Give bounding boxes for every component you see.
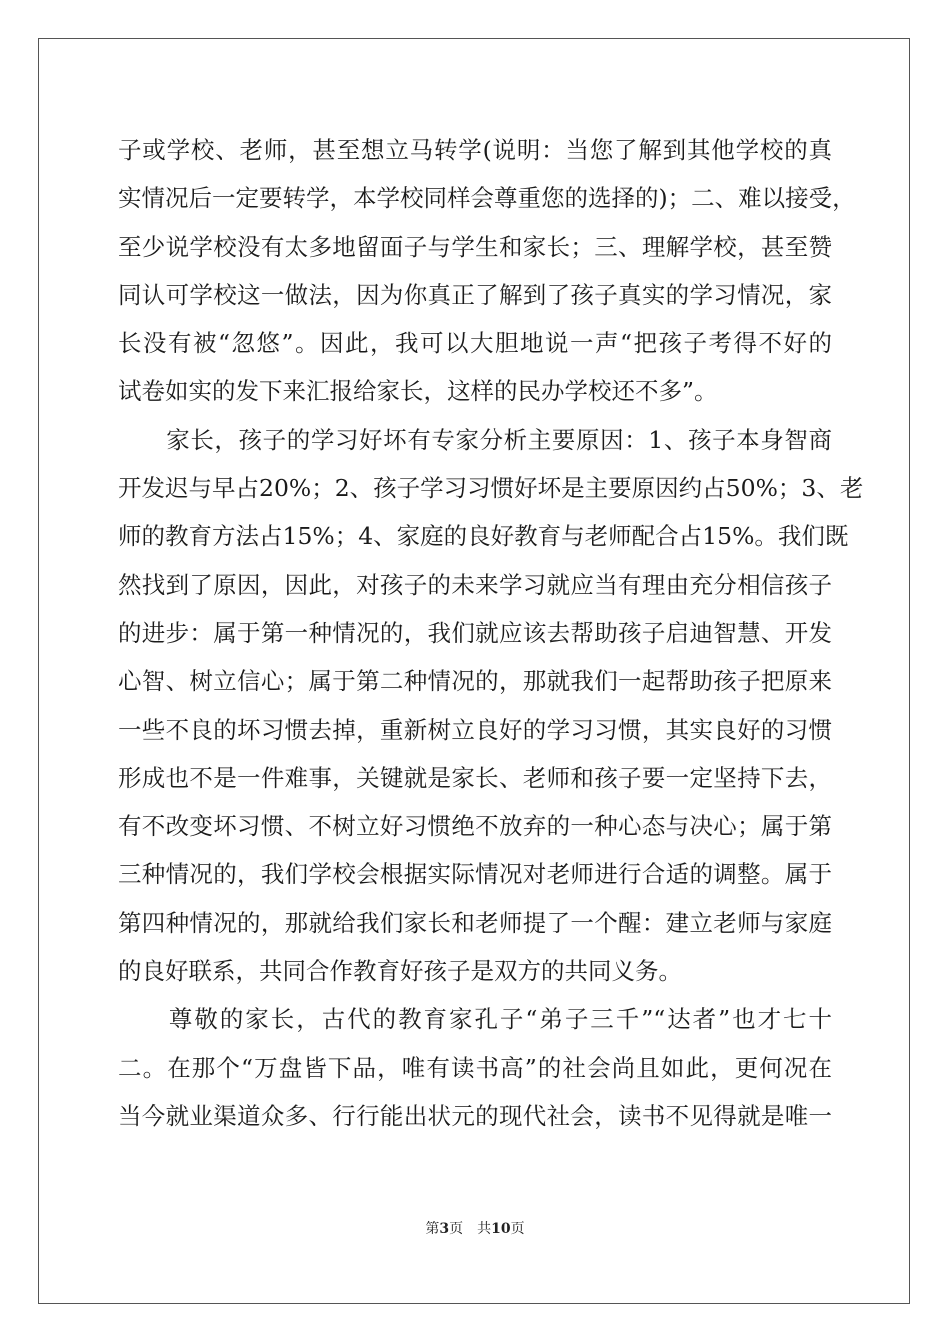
text-line: 尊敬的家长，古代的教育家孔子“弟子三千”“达者”也才七十 bbox=[118, 1005, 832, 1034]
text-line: 至少说学校没有太多地留面子与学生和家长；三、理解学校，甚至赞 bbox=[118, 232, 832, 261]
text-line: 一些不良的坏习惯去掉，重新树立良好的学习习惯，其实良好的习惯 bbox=[118, 715, 832, 744]
text-line: 试卷如实的发下来汇报给家长，这样的民办学校还不多”。 bbox=[118, 377, 718, 406]
page-suffix: 页 bbox=[449, 1221, 464, 1237]
text-line: 第四种情况的，那就给我们家长和老师提了一个醒：建立老师与家庭 bbox=[118, 908, 832, 937]
document-body bbox=[118, 126, 864, 1140]
text-line: 的良好联系，共同合作教育好孩子是双方的共同义务。 bbox=[118, 957, 682, 986]
text-line: 有不改变坏习惯、不树立好习惯绝不放弃的一种心态与决心；属于第 bbox=[118, 812, 832, 841]
text-line: 实情况后一定要转学，本学校同样会尊重您的选择的)；二、难以接受， bbox=[118, 184, 856, 213]
total-pages: 10 bbox=[491, 1221, 511, 1237]
text-line: 开发迟与早占20%；2、孩子学习习惯好坏是主要原因约占50%；3、老 bbox=[118, 474, 864, 503]
total-suffix: 页 bbox=[510, 1221, 525, 1237]
text-line: 子或学校、老师，甚至想立马转学(说明：当您了解到其他学校的真 bbox=[118, 136, 832, 164]
page-number: 3 bbox=[439, 1221, 450, 1237]
text-line: 家长，孩子的学习好坏有专家分析主要原因：1、孩子本身智商 bbox=[118, 425, 832, 454]
text-line: 二。在那个“万盘皆下品，唯有读书高”的社会尚且如此，更何况在 bbox=[118, 1053, 832, 1082]
text-line: 心智、树立信心；属于第二种情况的，那就我们一起帮助孩子把原来 bbox=[118, 667, 832, 696]
page-prefix: 第 bbox=[425, 1221, 440, 1237]
text-line: 然找到了原因，因此，对孩子的未来学习就应当有理由充分相信孩子 bbox=[118, 570, 832, 599]
text-line: 长没有被“忽悠”。因此，我可以大胆地说一声“把孩子考得不好的 bbox=[118, 329, 832, 358]
text-line: 师的教育方法占15%；4、家庭的良好教育与老师配合占15%。我们既 bbox=[118, 522, 849, 551]
text-line: 三种情况的，我们学校会根据实际情况对老师进行合适的调整。属于 bbox=[118, 860, 832, 889]
page-footer bbox=[0, 1218, 950, 1238]
text-line: 同认可学校这一做法，因为你真正了解到了孩子真实的学习情况，家 bbox=[118, 280, 832, 309]
text-line: 当今就业渠道众多、行行能出状元的现代社会，读书不见得就是唯一 bbox=[118, 1101, 832, 1130]
text-line: 形成也不是一件难事，关键就是家长、老师和孩子要一定坚持下去， bbox=[118, 763, 832, 792]
total-prefix: 共 bbox=[477, 1221, 492, 1237]
text-line: 的进步：属于第一种情况的，我们就应该去帮助孩子启迪智慧、开发 bbox=[118, 618, 832, 647]
